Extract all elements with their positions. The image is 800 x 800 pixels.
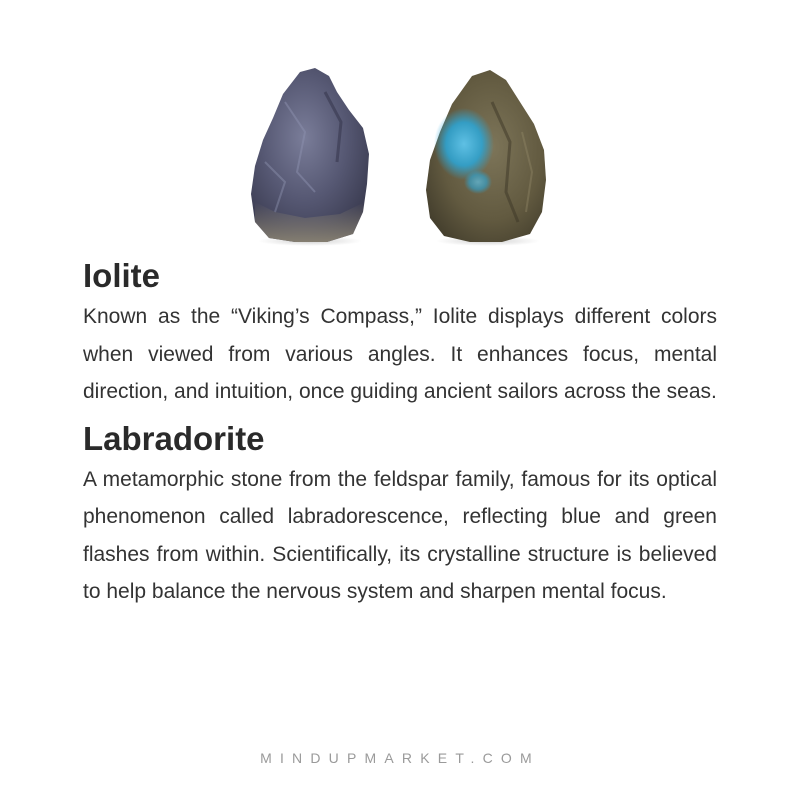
iolite-heading: Iolite <box>83 257 161 294</box>
footer-website: MINDUPMARKET.COM <box>260 750 540 766</box>
labradorite-stone-image <box>422 62 552 247</box>
iolite-description: Known as the “Viking’s Compass,” Iolite displays different colors when viewed from various angles. It enhances focus, mental direction, and intuition, once guiding ancient sailors across the seas. <box>83 305 717 403</box>
content-area <box>83 250 717 611</box>
labradorite-description: A metamorphic stone from the feldspar family, famous for its optical phenomenon called labradorescence, reflecting blue and green flashes from within. Scientifically, its crystalline structure is believed to help balance the nervous system and sharpen mental focus. <box>83 467 717 603</box>
iolite-section <box>83 254 717 411</box>
labradorite-section <box>83 417 717 611</box>
iolite-stone-image <box>245 62 375 247</box>
stone-images <box>0 62 800 252</box>
labradorite-heading: Labradorite <box>83 419 265 457</box>
